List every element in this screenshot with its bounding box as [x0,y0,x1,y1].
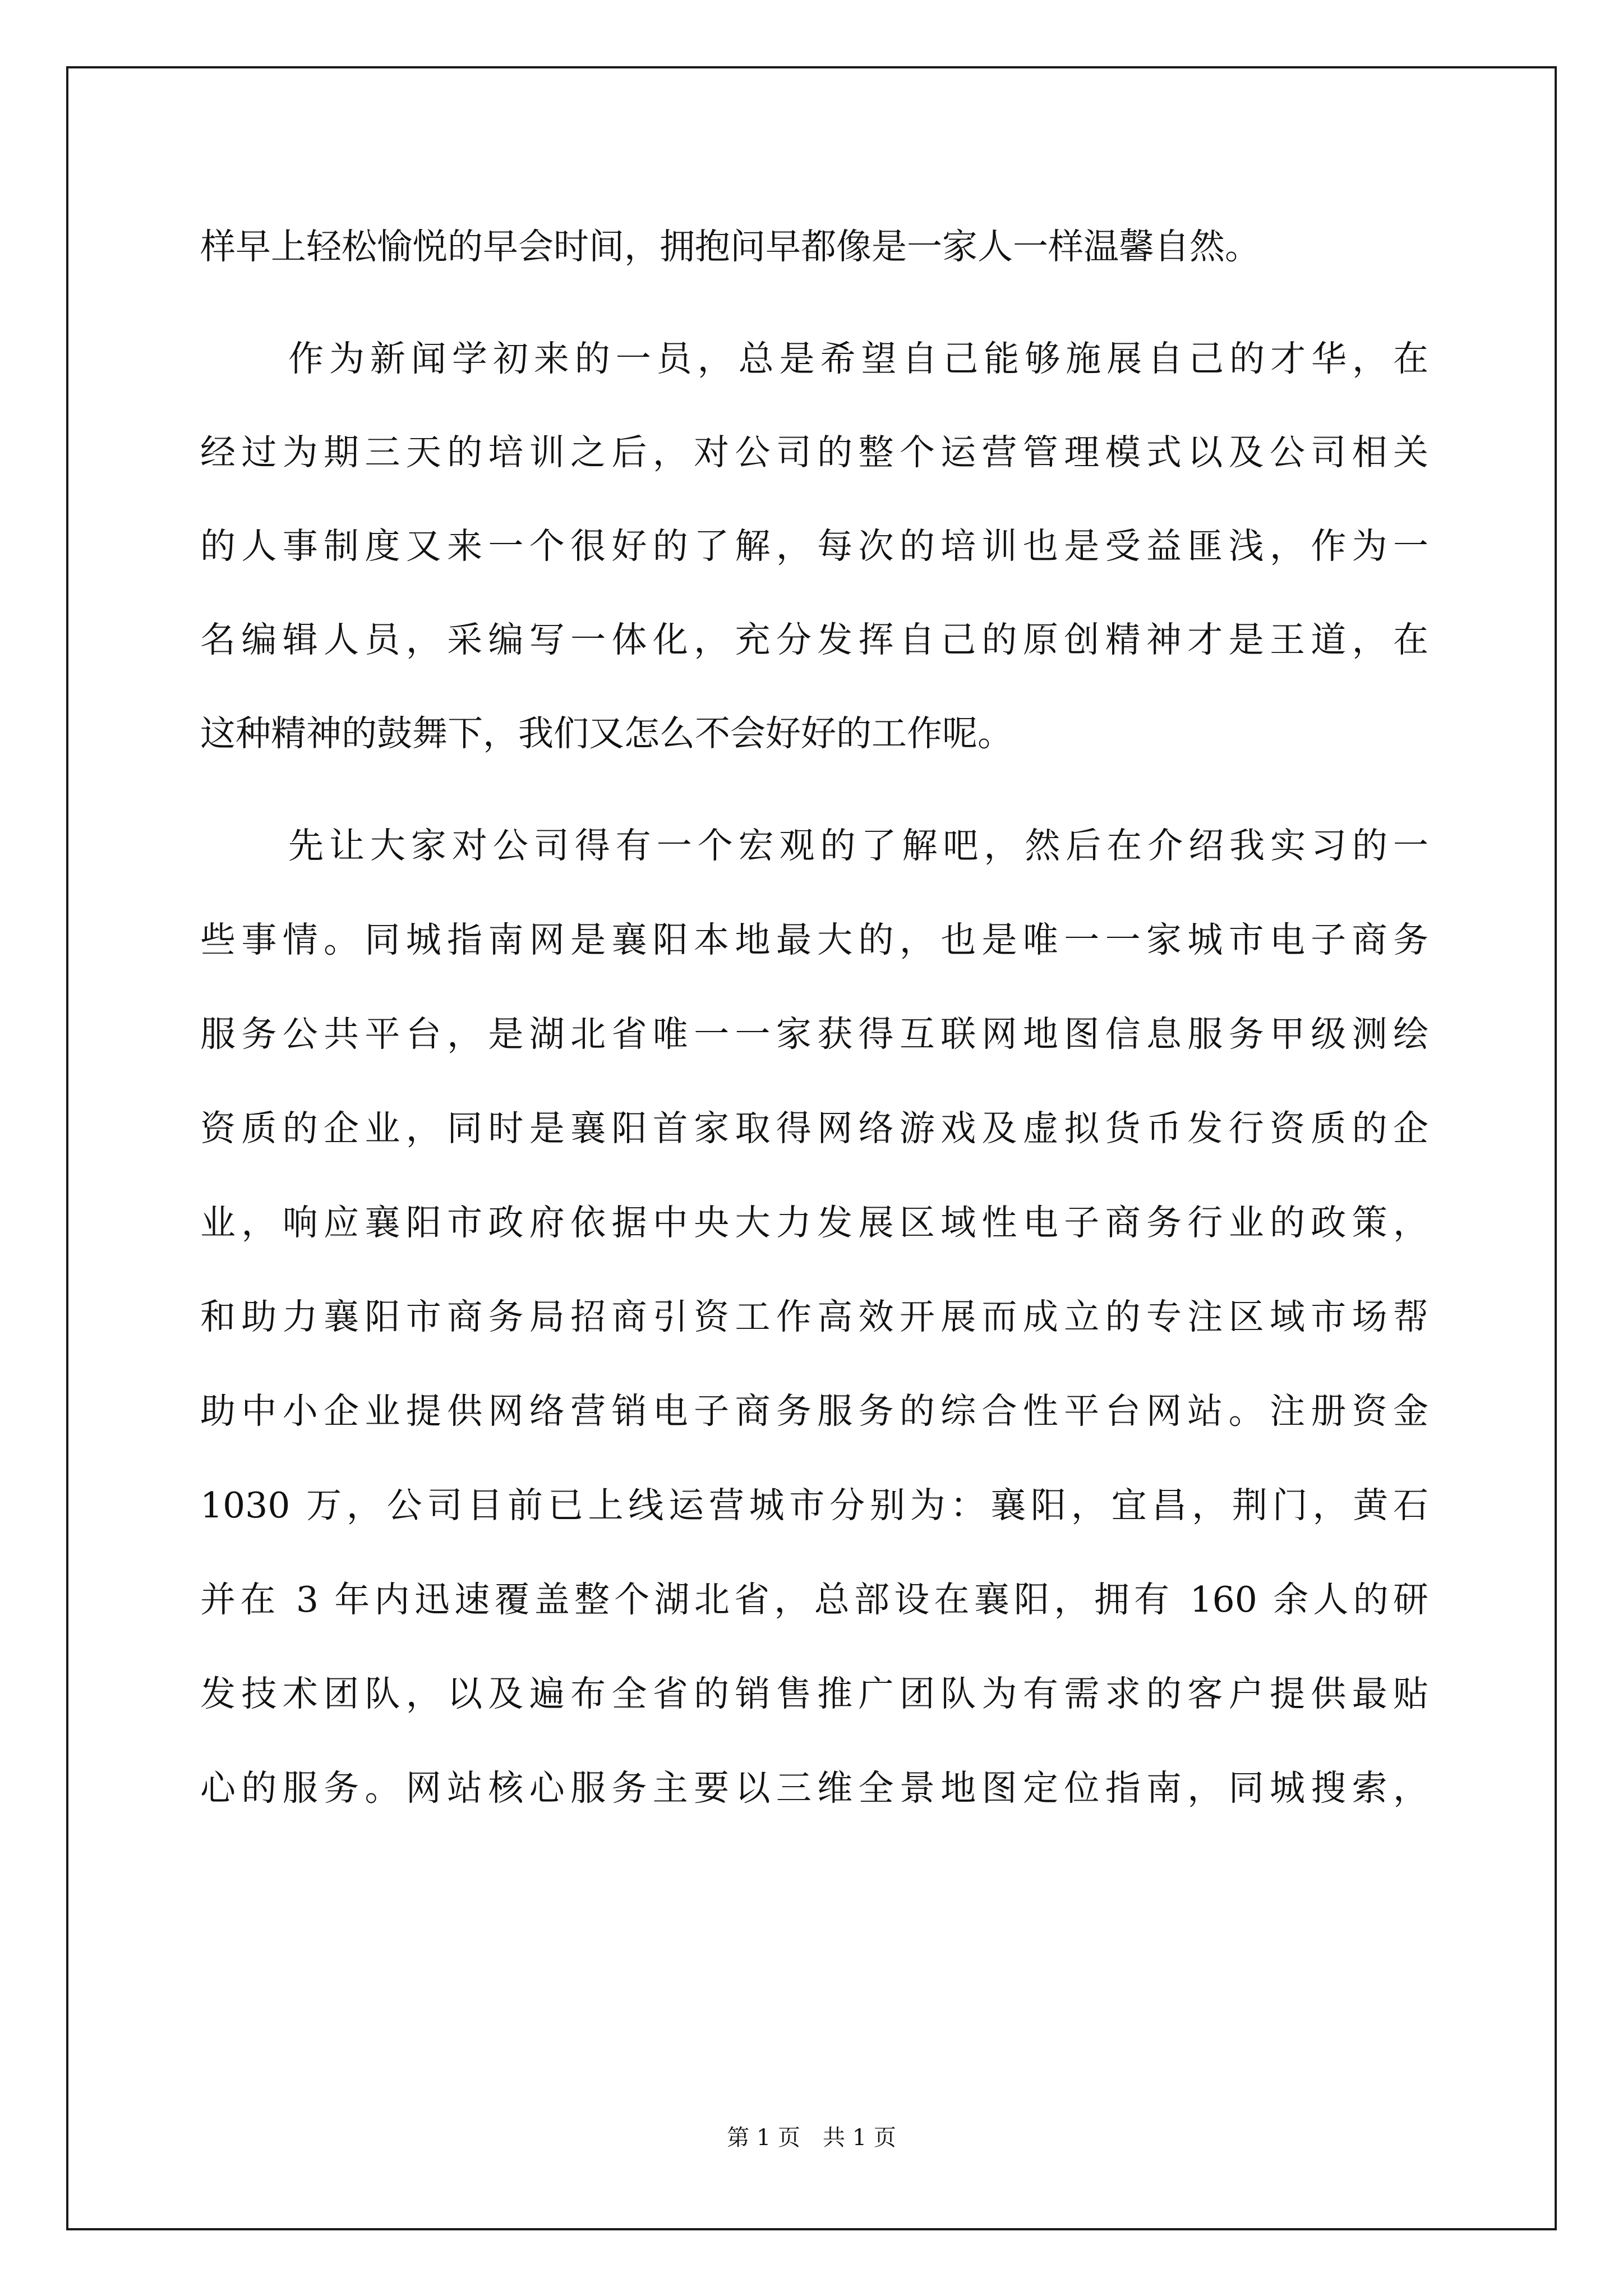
text-line: 心的服务。网站核心服务主要以三维全景地图定位指南，同城搜索， [200,1768,1428,1809]
text-line: 经过为期三天的培训之后，对公司的整个运营管理模式以及公司相关 [200,432,1428,473]
text-line: 并在 3 年内迅速覆盖整个湖北省，总部设在襄阳，拥有 160 余人的研 [200,1579,1428,1620]
text-line: 业，响应襄阳市政府依据中央大力发展区域性电子商务行业的政策， [200,1202,1428,1243]
text-line: 助中小企业提供网络营销电子商务服务的综合性平台网站。注册资金 [200,1391,1428,1432]
text-line: 样早上轻松愉悦的早会时间，拥抱问早都像是一家人一样温馨自然。 [200,226,1260,267]
paragraph-first-line: 先让大家对公司得有一个宏观的了解吧，然后在介绍我实习的一 [288,825,1428,866]
text-line: 资质的企业，同时是襄阳首家取得网络游戏及虚拟货币发行资质的企 [200,1108,1428,1149]
text-line: 和助力襄阳市商务局招商引资工作高效开展而成立的专注区域市场帮 [200,1296,1428,1337]
text-line: 些事情。同城指南网是襄阳本地最大的，也是唯一一家城市电子商务 [200,919,1428,960]
text-line: 服务公共平台，是湖北省唯一一家获得互联网地图信息服务甲级测绘 [200,1014,1428,1055]
text-line: 这种精神的鼓舞下，我们又怎么不会好好的工作呢。 [200,713,1013,754]
text-line: 发技术团队，以及遍布全省的销售推广团队为有需求的客户提供最贴 [200,1673,1428,1714]
text-line: 名编辑人员，采编写一体化，充分发挥自己的原创精神才是王道，在 [200,619,1428,660]
text-line: 的人事制度又来一个很好的了解，每次的培训也是受益匪浅，作为一 [200,526,1428,567]
text-line: 1030 万，公司目前已上线运营城市分别为：襄阳，宜昌，荆门，黄石 [200,1485,1428,1526]
page-number-footer: 第 1 页 共 1 页 [727,2125,896,2151]
paragraph-first-line: 作为新闻学初来的一员，总是希望自己能够施展自己的才华，在 [288,338,1428,379]
